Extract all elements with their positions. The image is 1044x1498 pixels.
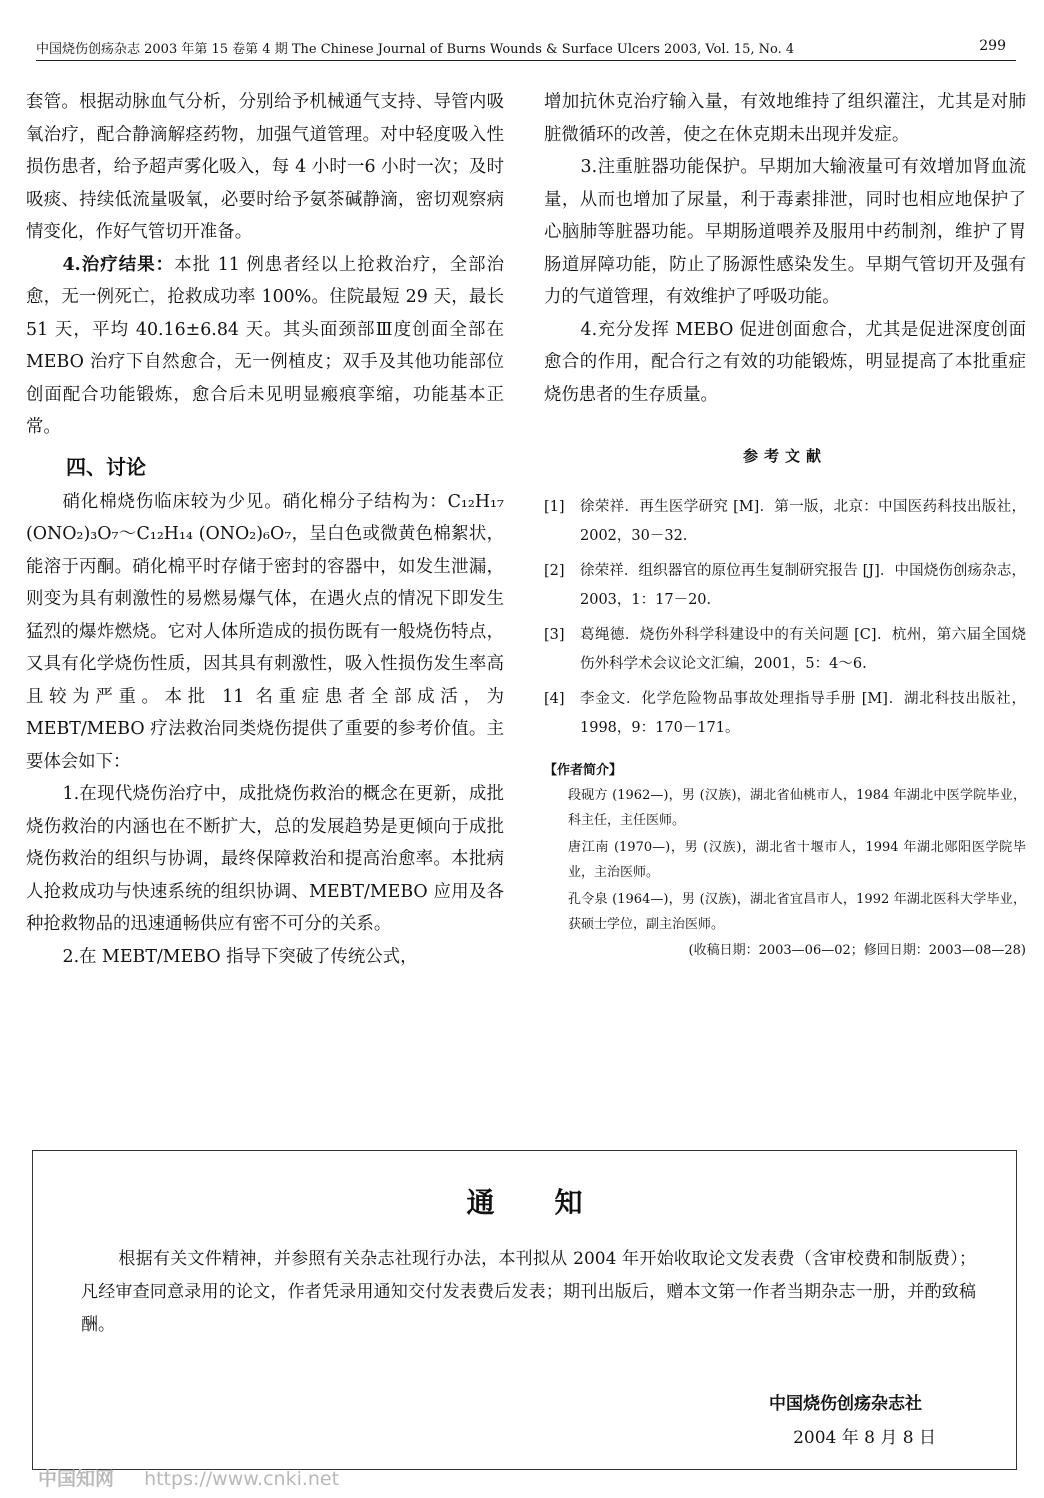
author-bios (544, 783, 1026, 937)
left-column (26, 86, 504, 973)
reference-item (544, 557, 1026, 615)
reference-text: 徐荣祥．组织器官的原位再生复制研究报告 [J]．中国烧伤创疡杂志，2003，1：17－20. (580, 563, 1026, 608)
notice-title: 通知 (466, 1186, 643, 1219)
paragraph-label: 4.治疗结果： (62, 254, 175, 275)
author-bio: 孔令泉 (1964—)，男 (汉族)，湖北省宜昌市人，1992 年湖北医科大学毕业，获硕士学位，副主治医师。 (568, 892, 1026, 932)
notice-body: 根据有关文件精神，并参照有关杂志社现行办法，本刊拟从 2004 年开始收取论文发表费（含审校费和制版费）；凡经审查同意录用的论文，作者凭录用通知交付发表费后发表；期刊出版后，赠本文第一作者当期杂志一册，并酌致稿酬。 (81, 1249, 976, 1335)
paragraph-treatment-results (26, 249, 504, 444)
page-number: 299 (979, 38, 1006, 54)
reference-number: [4] (544, 691, 565, 707)
author-bio: 唐江南 (1970—)，男 (汉族)，湖北省十堰市人，1994 年湖北郧阳医学院毕业，主治医师。 (568, 840, 1026, 880)
reference-item (544, 493, 1026, 551)
paragraph: 硝化棉烧伤临床较为少见。硝化棉分子结构为：C₁₂H₁₇ (ONO₂)₃O₇～C₁₂H₁₄ (ONO₂)₆O₇，呈白色或微黄色棉絮状，能溶于丙酮。硝化棉平时存储于密封的容器中，如发生泄漏，则变为具有刺激性的易燃易爆气体，在遇火点的情况下即发生猛烈的爆炸燃烧。它对人体所造成的损伤既有一般烧伤特点，又具有化学烧伤性质，因其具有刺激性，吸入性损伤发生率高且较为严重。本批 11 名重症患者全部成活，为 MEBT/MEBO 疗法救治同类烧伤提供了重要的参考价值。主要体会如下： (26, 491, 504, 772)
running-header (36, 34, 1016, 61)
author-bio-heading: 【作者简介】 (544, 763, 623, 778)
author-bio: 段砚方 (1962—)，男 (汉族)，湖北省仙桃市人，1984 年湖北中医学院毕业，科主任，主任医师。 (568, 788, 1026, 828)
paragraph: 3.注重脏器功能保护。早期加大输液量可有效增加肾血流量，从而也增加了尿量，利于毒素排泄，同时也相应地保护了心脑肺等脏器功能。早期肠道喂养及服用中药制剂，维护了胃肠道屏障功能，防止了肠源性感染发生。早期气管切开及强有力的气道管理，有效维护了呼吸功能。 (544, 157, 1026, 307)
received-dates: (收稿日期：2003—06—02；修回日期：2003—08—28) (688, 943, 1026, 958)
paragraph-text: 本批 11 例患者经以上抢救治疗，全部治愈，无一例死亡，抢救成功率 100%。住院最短 29 天，最长 51 天，平均 40.16±6.84 天。其头面颈部Ⅲ度创面全部在 MEBO 治疗下自然愈合，无一例植皮；双手及其他功能部位创面配合功能锻炼，愈合后未见明显瘢痕挛缩，功能基本正常。 (26, 254, 505, 437)
notice-org: 中国烧伤创疡杂志社 (769, 1394, 922, 1414)
paragraph: 4.充分发挥 MEBO 促进创面愈合，尤其是促进深度创面愈合的作用，配合行之有效的功能锻炼，明显提高了本批重症烧伤患者的生存质量。 (544, 319, 1026, 405)
watermark-url: https://www.cnki.net (144, 1468, 340, 1490)
paragraph: 2.在 MEBT/MEBO 指导下突破了传统公式， (62, 946, 418, 967)
cnki-logo: 中国知网 (38, 1468, 115, 1490)
notice-date: 2004 年 8 月 8 日 (793, 1428, 936, 1448)
reference-text: 李金文．化学危险物品事故处理指导手册 [M]．湖北科技出版社，1998，9：170－171。 (580, 691, 1026, 736)
reference-text: 葛绳德．烧伤外科学科建设中的有关问题 [C]．杭州，第六届全国烧伤外科学术会议论文汇编，2001，5：4～6. (580, 627, 1026, 672)
reference-number: [2] (544, 563, 565, 579)
paragraph: 1.在现代烧伤治疗中，成批烧伤救治的概念在更新，成批烧伤救治的内涵也在不断扩大，总的发展趋势是更倾向于成批烧伤救治的组织与协调，最终保障救治和提高治愈率。本批病人抢救成功与快速系统的组织协调、MEBT/MEBO 应用及各种抢救物品的迅速通畅供应有密不可分的关系。 (26, 784, 504, 934)
watermark (38, 1464, 339, 1491)
reference-number: [3] (544, 627, 565, 643)
paragraph: 增加抗休克治疗输入量，有效地维持了组织灌注，尤其是对肺脏微循环的改善，使之在休克期未出现并发症。 (544, 92, 1026, 145)
reference-item (544, 621, 1026, 679)
reference-number: [1] (544, 499, 565, 515)
journal-citation: 中国烧伤创疡杂志 2003 年第 15 卷第 4 期 The Chinese Journal of Burns Wounds & Surface Ulcers 2003, Vol. 15, No. 4 (36, 42, 795, 57)
section-heading: 四、讨论 (66, 454, 146, 479)
notice-signature (769, 1387, 936, 1455)
reference-item (544, 685, 1026, 743)
references-list (544, 493, 1026, 743)
paragraph: 套管。根据动脉血气分析，分别给予机械通气支持、导管内吸氧治疗，配合静滴解痉药物，加强气道管理。对中轻度吸入性损伤患者，给予超声雾化吸入，每 4 小时一6 小时一次；及时吸痰、持续低流量吸氧，必要时给予氨茶碱静滴，密切观察病情变化，作好气管切开准备。 (26, 92, 504, 242)
references-heading: 参考文献 (742, 447, 827, 465)
reference-text: 徐荣祥．再生医学研究 [M]．第一版，北京：中国医药科技出版社，2002，30－32. (580, 499, 1026, 544)
notice-box (32, 1150, 1017, 1470)
right-column (544, 86, 1026, 963)
